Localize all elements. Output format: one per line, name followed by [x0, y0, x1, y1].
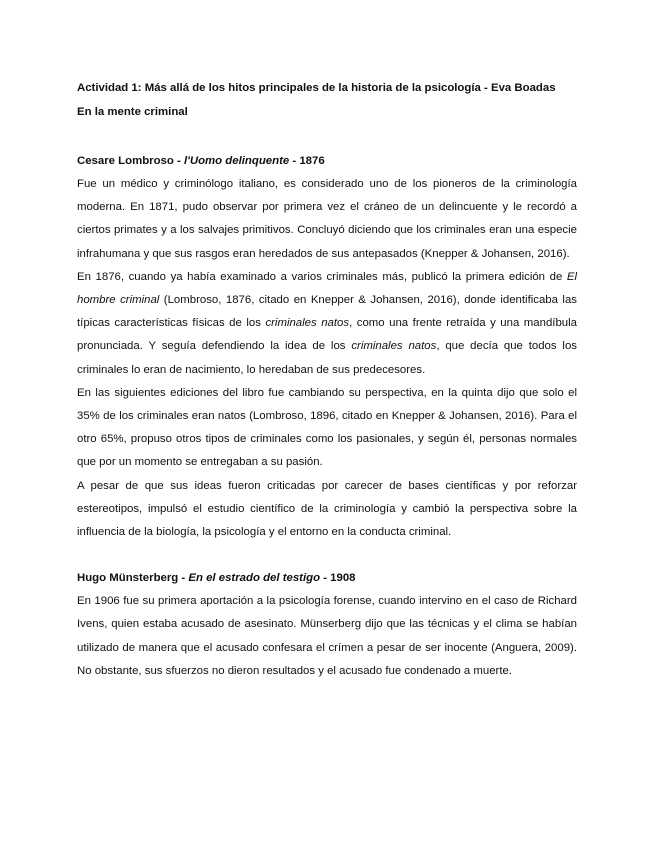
section-lombroso: [77, 149, 577, 544]
paragraph: En las siguientes ediciones del libro fue cambiando su perspectiva, en la quinta dijo que solo el 35% de los criminales eran natos (Lombroso, 1896, citado en Knepper & Johansen, 2016). Para el otro 65%, propuso otros tipos de criminales como los pasionales, y según él, personas normales que por un momento se entregaban a su pasión.: [77, 386, 577, 469]
emphasis-term: criminales natos: [351, 340, 437, 353]
heading-separator: -: [320, 572, 331, 585]
heading-author: Cesare Lombroso: [77, 155, 174, 167]
heading-year: 1876: [299, 155, 325, 167]
section-heading: [77, 566, 577, 590]
heading-separator: -: [173, 155, 184, 167]
paragraph-text: (Lombroso, 1876, citado en Knepper & Johansen, 2016), donde identificaba las típicas características físicas de los: [77, 294, 577, 330]
heading-separator: -: [178, 572, 189, 585]
book-title: El hombre criminal: [77, 270, 577, 307]
document-title: Actividad 1: Más allá de los hitos principales de la historia de la psicología - Eva Boadas: [77, 82, 556, 94]
paragraph: [77, 266, 577, 382]
heading-year: 1908: [330, 572, 356, 585]
section-heading: [77, 149, 577, 173]
paragraph-text: En 1876, cuando ya había examinado a varios criminales más, publicó la primera edición de: [77, 270, 567, 283]
heading-separator: -: [289, 155, 300, 167]
paragraph: A pesar de que sus ideas fueron criticadas por carecer de bases científicas y por reforzar estereotipos, impulsó el estudio científico de la criminología y cambió la perspectiva sobre la influencia de la biología, la psicología y el entorno en la conducta criminal.: [77, 479, 577, 539]
document-subtitle: En la mente criminal: [77, 106, 188, 118]
heading-author: Hugo Münsterberg: [77, 572, 179, 585]
spacer: [77, 124, 577, 149]
paragraph-text: , como una frente retraída y una mandíbula pronunciada. Y seguía defendiendo la idea de los: [77, 317, 577, 353]
emphasis-term: criminales natos: [265, 317, 350, 330]
paragraph: En 1906 fue su primera aportación a la psicología forense, cuando intervino en el caso de Richard Ivens, quien estaba acusado de asesinato. Münserberg dijo que las técnicas y el clima se habían utilizado de manera que el acusado confesara el crímen a pesar de ser inocente (Anguera, 2009). No obstante, sus sfuerzos no dieron resultados y el acusado fue condenado a muerte.: [77, 595, 577, 677]
heading-work: l'Uomo delinquente: [183, 155, 290, 167]
heading-work: En el estrado del testigo: [188, 572, 321, 585]
section-munsterberg: [77, 566, 577, 683]
spacer: [77, 544, 577, 566]
paragraph: Fue un médico y criminólogo italiano, es considerado uno de los pioneros de la criminología moderna. En 1871, pudo observar por primera vez el cráneo de un delincuente y le recordó a ciertos primates y a los salvajes primitivos. Concluyó diciendo que los criminales eran una especie infrahumana y que sus rasgos eran heredados de sus antepasados (Knepper & Johansen, 2016).: [77, 178, 577, 260]
paragraph-text: , que decía que todos los criminales lo eran de nacimiento, lo heredaban de sus predecesores.: [77, 340, 577, 376]
